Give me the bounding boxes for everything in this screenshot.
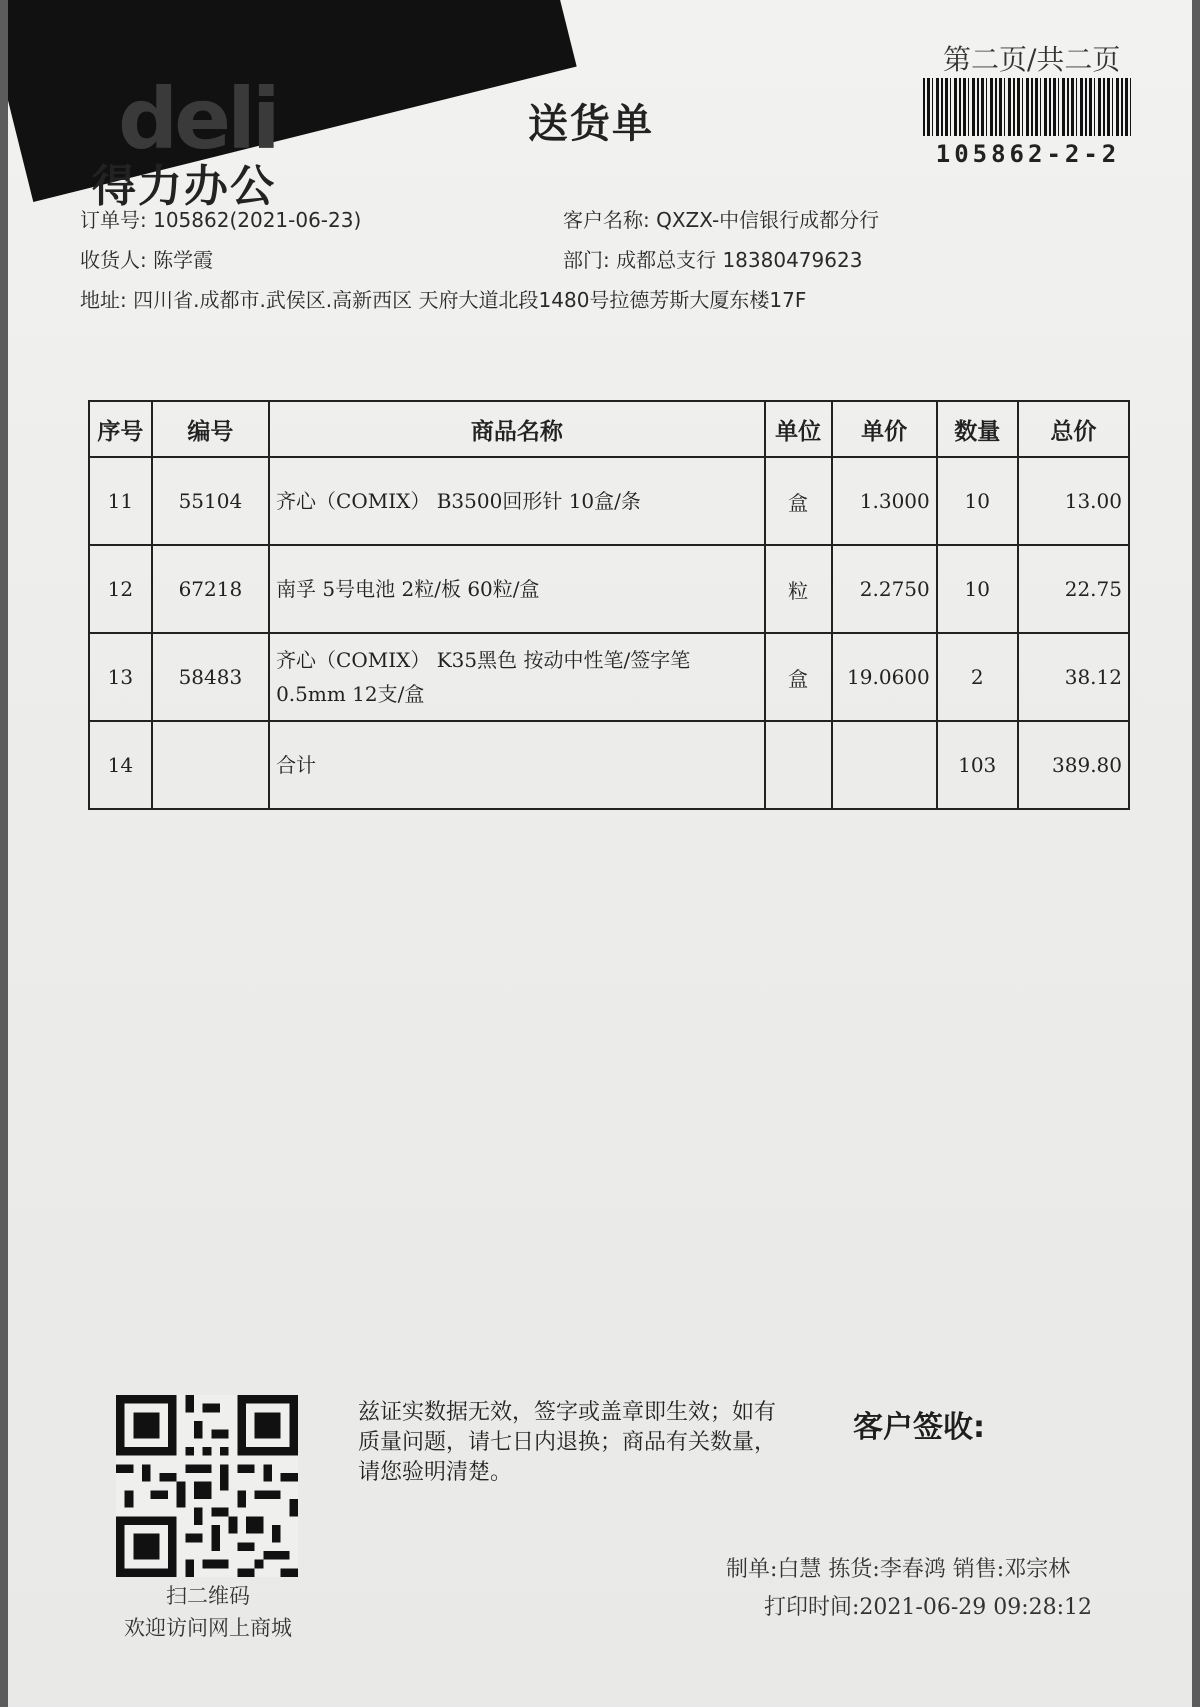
document-title: 送货单 [528, 101, 654, 147]
validity-notice: 兹证实数据无效，签字或盖章即生效；如有质量问题，请七日内退换；商品有关数量，请您验明清楚。 [358, 1400, 777, 1485]
cell-unit: 盒 [765, 457, 832, 545]
table-row-total [89, 721, 1129, 809]
header-price: 单价 [832, 401, 937, 457]
header-seq: 序号 [89, 401, 152, 457]
receiver: 收货人: 陈学霞 [80, 248, 214, 272]
deli-logo: deli [118, 70, 277, 168]
cell-price: 2.2750 [832, 545, 937, 633]
cell-seq: 12 [89, 545, 152, 633]
address: 地址: 四川省.成都市.武侯区.高新西区 天府大道北段1480号拉德芳斯大厦东楼17F [80, 288, 807, 312]
cell-qty: 2 [937, 633, 1018, 721]
cell-code: 58483 [152, 633, 269, 721]
cell-name: 南孚 5号电池 2粒/板 60粒/盒 [269, 545, 765, 633]
items-table [88, 400, 1130, 810]
cell-seq: 11 [89, 457, 152, 545]
brand-name: 得力办公 [92, 161, 276, 212]
cell-seq: 13 [89, 633, 152, 721]
header-code: 编号 [152, 401, 269, 457]
customer-name: 客户名称: QXZX-中信银行成都分行 [563, 208, 880, 232]
cell-code: 67218 [152, 545, 269, 633]
cell-name: 齐心（COMIX） B3500回形针 10盒/条 [269, 457, 765, 545]
cell-price: 1.3000 [832, 457, 937, 545]
qr-label-store: 欢迎访问网上商城 [124, 1616, 292, 1640]
cell-total: 22.75 [1018, 545, 1129, 633]
header-total: 总价 [1018, 401, 1129, 457]
cell-unit: 盒 [765, 633, 832, 721]
cell-qty: 103 [937, 721, 1018, 809]
cell-name: 齐心（COMIX） K35黑色 按动中性笔/签字笔 0.5mm 12支/盒 [269, 633, 765, 721]
cell-total: 389.80 [1018, 721, 1129, 809]
qr-label-scan: 扫二维码 [166, 1584, 250, 1608]
table-header-row [89, 401, 1129, 457]
staff-info: 制单:白慧 拣货:李春鸿 销售:邓宗林 [726, 1557, 1071, 1582]
table-row [89, 633, 1129, 721]
order-number: 订单号: 105862(2021-06-23) [80, 208, 362, 232]
header-qty: 数量 [937, 401, 1018, 457]
department: 部门: 成都总支行 18380479623 [563, 248, 863, 272]
cell-qty: 10 [937, 545, 1018, 633]
cell-price [832, 721, 937, 809]
cell-qty: 10 [937, 457, 1018, 545]
cell-seq: 14 [89, 721, 152, 809]
barcode-icon [923, 78, 1133, 136]
cell-unit [765, 721, 832, 809]
header-unit: 单位 [765, 401, 832, 457]
cell-code: 55104 [152, 457, 269, 545]
qr-code-icon [116, 1395, 298, 1577]
page-indicator: 第二页/共二页 [943, 43, 1121, 76]
barcode-number: 105862-2-2 [935, 140, 1121, 168]
header-name: 商品名称 [269, 401, 765, 457]
cell-price: 19.0600 [832, 633, 937, 721]
cell-unit: 粒 [765, 545, 832, 633]
table-row [89, 545, 1129, 633]
customer-signature-label: 客户签收: [853, 1410, 985, 1445]
print-time: 打印时间:2021-06-29 09:28:12 [764, 1595, 1093, 1620]
cell-total: 13.00 [1018, 457, 1129, 545]
cell-code [152, 721, 269, 809]
delivery-note-paper [8, 0, 1192, 1707]
cell-name: 合计 [269, 721, 765, 809]
cell-total: 38.12 [1018, 633, 1129, 721]
table-row [89, 457, 1129, 545]
